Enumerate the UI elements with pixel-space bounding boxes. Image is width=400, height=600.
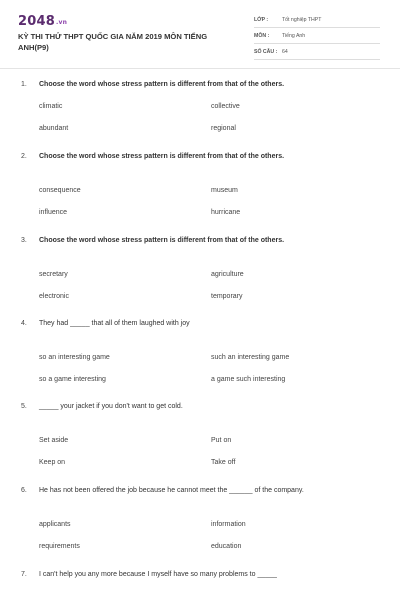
site-logo[interactable]	[18, 14, 67, 29]
option-b[interactable]: Put on	[211, 437, 232, 444]
option-a[interactable]: secretary	[39, 271, 68, 278]
option-c[interactable]: requirements	[39, 543, 80, 550]
header-divider	[0, 68, 400, 69]
option-c[interactable]: influence	[39, 209, 68, 216]
option-a[interactable]: Set aside	[39, 437, 69, 444]
option-c[interactable]: electronic	[39, 293, 69, 300]
option-d[interactable]: hurricane	[211, 209, 241, 216]
question-number: 2.	[21, 153, 27, 160]
question-number: 7.	[21, 571, 27, 578]
option-a[interactable]: consequence	[39, 187, 81, 194]
question-number: 1.	[21, 81, 27, 88]
option-c[interactable]: Keep on	[39, 459, 66, 466]
option-d[interactable]: Take off	[211, 459, 236, 466]
question-number: 6.	[21, 487, 27, 494]
logo-main: 2048	[18, 14, 55, 29]
meta-value: 64	[282, 49, 288, 55]
option-b[interactable]: collective	[211, 103, 240, 110]
exam-meta	[254, 15, 380, 63]
option-d[interactable]: education	[211, 543, 242, 550]
option-a[interactable]: climatic	[39, 103, 63, 110]
logo-tld: .vn	[55, 19, 68, 26]
option-c[interactable]: abundant	[39, 125, 69, 132]
exam-header	[0, 0, 400, 66]
question-number: 5.	[21, 403, 27, 410]
option-a[interactable]: so an interesting game	[39, 354, 110, 361]
option-d[interactable]: a game such interesting	[211, 376, 286, 383]
option-d[interactable]: temporary	[211, 293, 243, 300]
meta-row-class	[254, 15, 380, 28]
option-d[interactable]: regional	[211, 125, 236, 132]
meta-row-count	[254, 47, 380, 60]
meta-value: Tiếng Anh	[282, 33, 306, 39]
question-number: 4.	[21, 320, 27, 327]
exam-title: KỲ THI THỬ THPT QUỐC GIA NĂM 2019 MÔN TIẾNG ANH(P9)	[18, 32, 208, 52]
option-c[interactable]: so a game interesting	[39, 376, 106, 383]
question-text: He has not been offered the job because he cannot meet the ______ of the company.	[39, 487, 304, 494]
option-b[interactable]: such an interesting game	[211, 354, 290, 361]
question-number: 3.	[21, 237, 27, 244]
question-text: They had _____ that all of them laughed with joy	[39, 320, 190, 327]
question-text: _____ your jacket if you don't want to get cold.	[39, 403, 183, 410]
meta-row-subject	[254, 31, 380, 44]
option-a[interactable]: applicants	[39, 521, 71, 528]
option-b[interactable]: museum	[211, 187, 238, 194]
question-text: I can't help you any more because I myself have so many problems to _____	[39, 571, 277, 578]
question-text: Choose the word whose stress pattern is different from that of the others.	[39, 237, 285, 244]
option-b[interactable]: agriculture	[211, 271, 244, 278]
meta-key: MÔN :	[254, 33, 270, 39]
question-text: Choose the word whose stress pattern is different from that of the others.	[39, 81, 285, 88]
meta-key: SỐ CÂU :	[254, 49, 278, 55]
meta-value: Tốt nghiệp THPT	[282, 17, 322, 23]
option-b[interactable]: information	[211, 521, 246, 528]
meta-key: LỚP :	[254, 17, 269, 23]
question-text: Choose the word whose stress pattern is different from that of the others.	[39, 153, 285, 160]
